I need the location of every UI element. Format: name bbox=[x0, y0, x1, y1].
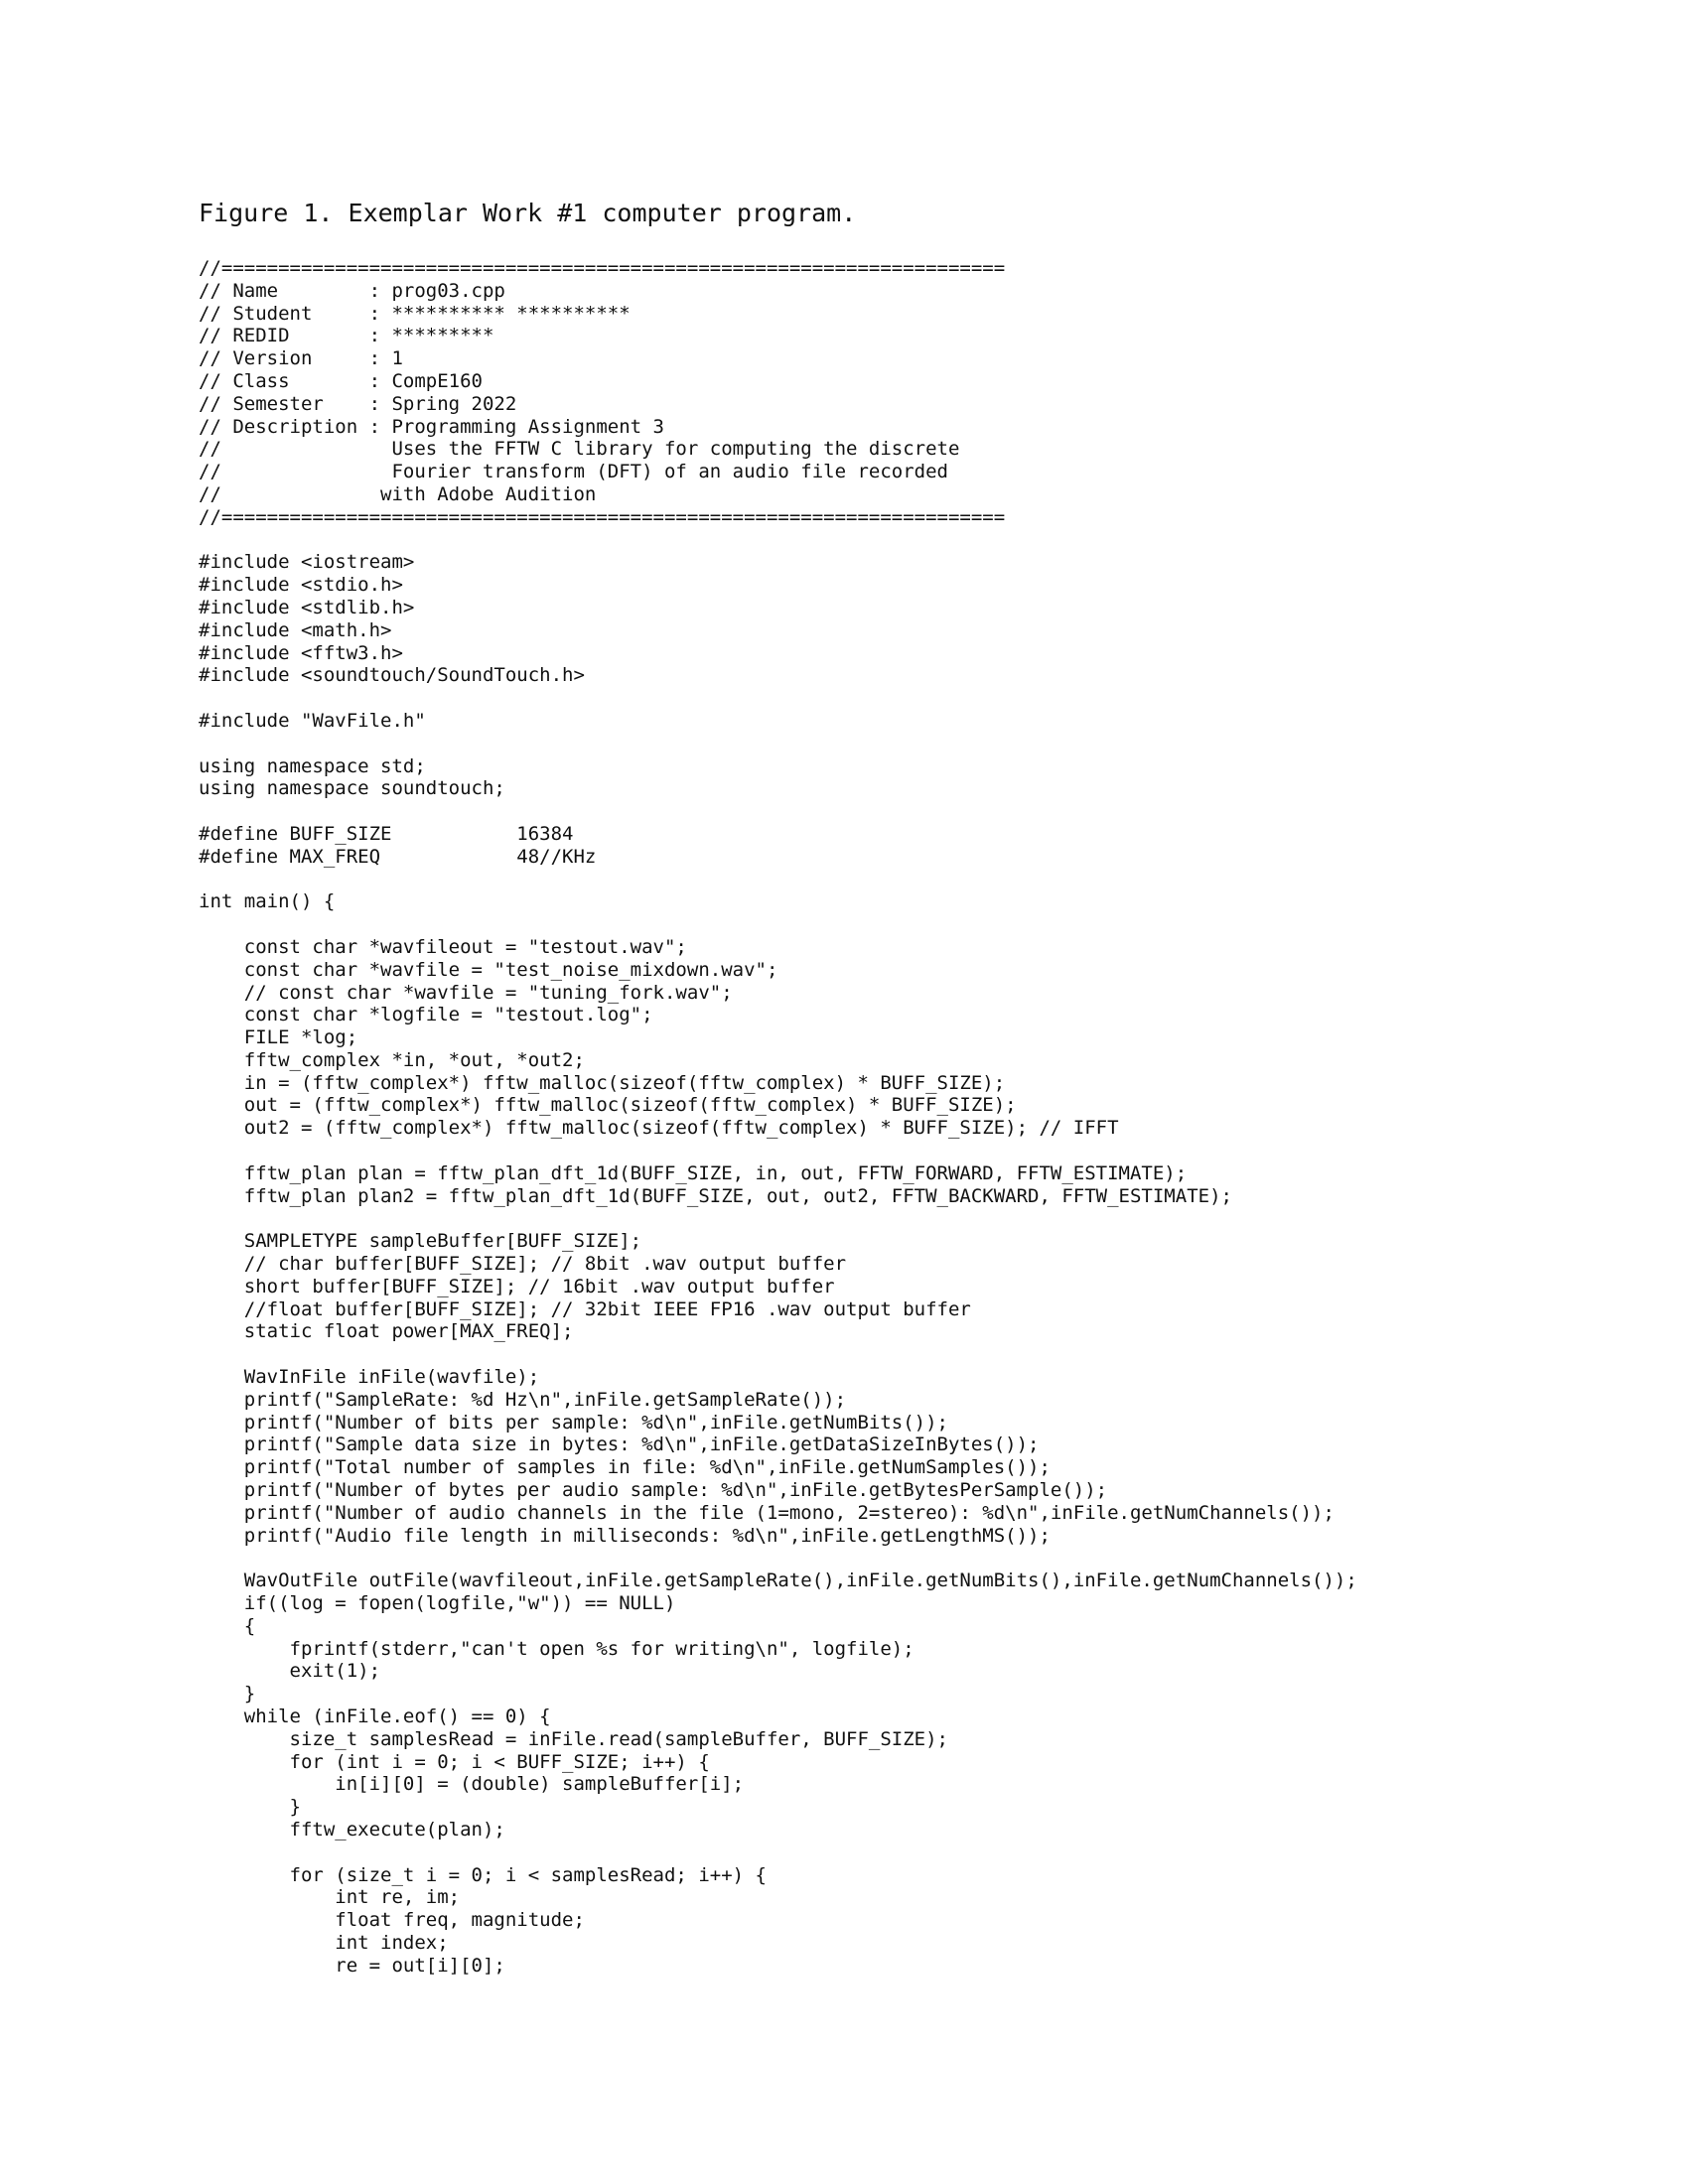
code-line bbox=[199, 529, 1648, 552]
code-line: WavOutFile outFile(wavfileout,inFile.getSampleRate(),inFile.getNumBits(),inFile.getNumChannels()); bbox=[199, 1570, 1357, 1592]
code-line: // Uses the FFTW C library for computing the discrete bbox=[199, 438, 960, 461]
code-line: // const char *wavfile = "tuning_fork.wav"; bbox=[199, 981, 733, 1004]
code-line: // REDID : ********* bbox=[199, 325, 494, 347]
code-line: FILE *log; bbox=[199, 1026, 358, 1049]
code-line bbox=[199, 1547, 1648, 1570]
code-line: SAMPLETYPE sampleBuffer[BUFF_SIZE]; bbox=[199, 1230, 642, 1253]
code-line bbox=[199, 1207, 1648, 1230]
code-line: int index; bbox=[199, 1931, 449, 1954]
code-line: printf("Number of audio channels in the file (1=mono, 2=stereo): %d\n",inFile.getNumChannels()); bbox=[199, 1501, 1335, 1524]
code-line bbox=[199, 733, 1648, 755]
figure-caption: Figure 1. Exemplar Work #1 computer program. bbox=[199, 199, 857, 227]
code-line: printf("Sample data size in bytes: %d\n",inFile.getDataSizeInBytes()); bbox=[199, 1433, 1040, 1456]
code-line: #include <fftw3.h> bbox=[199, 641, 403, 664]
code-line: #include <soundtouch/SoundTouch.h> bbox=[199, 664, 585, 687]
code-line: // Student : ********** ********** bbox=[199, 302, 631, 325]
code-line: const char *wavfileout = "testout.wav"; bbox=[199, 935, 687, 958]
code-line: const char *logfile = "testout.log"; bbox=[199, 1004, 653, 1026]
code-line: //float buffer[BUFF_SIZE]; // 32bit IEEE FP16 .wav output buffer bbox=[199, 1297, 971, 1320]
code-line: #include <math.h> bbox=[199, 618, 392, 641]
code-line: // Fourier transform (DFT) of an audio file recorded bbox=[199, 461, 948, 483]
code-line: for (int i = 0; i < BUFF_SIZE; i++) { bbox=[199, 1750, 710, 1773]
code-line bbox=[199, 800, 1648, 823]
code-line: out = (fftw_complex*) fftw_malloc(sizeof(fftw_complex) * BUFF_SIZE); bbox=[199, 1094, 1017, 1117]
code-line: } bbox=[199, 1796, 301, 1819]
code-line: fprintf(stderr,"can't open %s for writing\n", logfile); bbox=[199, 1637, 914, 1660]
code-line: #define BUFF_SIZE 16384 bbox=[199, 822, 574, 845]
code-line: printf("Number of bits per sample: %d\n",inFile.getNumBits()); bbox=[199, 1411, 948, 1433]
code-line: } bbox=[199, 1683, 256, 1706]
code-line: // with Adobe Audition bbox=[199, 482, 597, 505]
code-line: fftw_complex *in, *out, *out2; bbox=[199, 1048, 585, 1071]
code-line bbox=[199, 1842, 1648, 1864]
code-line: for (size_t i = 0; i < samplesRead; i++) { bbox=[199, 1863, 767, 1886]
code-line bbox=[199, 687, 1648, 710]
code-line: printf("Number of bytes per audio sample: %d\n",inFile.getBytesPerSample()); bbox=[199, 1479, 1108, 1502]
code-line bbox=[199, 1140, 1648, 1162]
code-line: float freq, magnitude; bbox=[199, 1909, 585, 1932]
code-line: //===================================================================== bbox=[199, 257, 1006, 279]
code-line: in[i][0] = (double) sampleBuffer[i]; bbox=[199, 1773, 745, 1796]
code-line: { bbox=[199, 1614, 256, 1637]
code-line: // char buffer[BUFF_SIZE]; // 8bit .wav output buffer bbox=[199, 1253, 847, 1276]
code-line: int main() { bbox=[199, 890, 336, 913]
code-line: #define MAX_FREQ 48//KHz bbox=[199, 845, 597, 868]
code-line: fftw_plan plan = fftw_plan_dft_1d(BUFF_SIZE, in, out, FFTW_FORWARD, FFTW_ESTIMATE); bbox=[199, 1161, 1188, 1184]
code-line: short buffer[BUFF_SIZE]; // 16bit .wav output buffer bbox=[199, 1275, 835, 1297]
code-line: #include <stdio.h> bbox=[199, 574, 403, 597]
code-line: // Class : CompE160 bbox=[199, 369, 483, 392]
code-line: exit(1); bbox=[199, 1660, 381, 1683]
code-line: const char *wavfile = "test_noise_mixdown.wav"; bbox=[199, 958, 778, 981]
code-line: printf("Audio file length in milliseconds: %d\n",inFile.getLengthMS()); bbox=[199, 1524, 1051, 1547]
code-line: #include "WavFile.h" bbox=[199, 709, 426, 732]
code-line: using namespace soundtouch; bbox=[199, 777, 505, 800]
code-line: // Semester : Spring 2022 bbox=[199, 392, 517, 415]
code-line bbox=[199, 913, 1648, 936]
code-line: while (inFile.eof() == 0) { bbox=[199, 1706, 551, 1727]
code-listing bbox=[199, 257, 1648, 1978]
code-line: #include <iostream> bbox=[199, 551, 415, 574]
code-line: //===================================================================== bbox=[199, 505, 1006, 528]
code-line: using namespace std; bbox=[199, 754, 426, 777]
code-line: in = (fftw_complex*) fftw_malloc(sizeof(fftw_complex) * BUFF_SIZE); bbox=[199, 1071, 1006, 1094]
code-line: // Description : Programming Assignment 3 bbox=[199, 415, 664, 438]
code-line: printf("Total number of samples in file: %d\n",inFile.getNumSamples()); bbox=[199, 1456, 1051, 1479]
code-line: static float power[MAX_FREQ]; bbox=[199, 1320, 574, 1343]
code-line bbox=[199, 869, 1648, 891]
code-line: // Name : prog03.cpp bbox=[199, 279, 505, 302]
code-line: if((log = fopen(logfile,"w")) == NULL) bbox=[199, 1592, 676, 1615]
code-line: printf("SampleRate: %d Hz\n",inFile.getSampleRate()); bbox=[199, 1388, 847, 1411]
code-line: size_t samplesRead = inFile.read(sampleBuffer, BUFF_SIZE); bbox=[199, 1727, 948, 1750]
code-line: #include <stdlib.h> bbox=[199, 596, 415, 618]
code-line: fftw_execute(plan); bbox=[199, 1818, 505, 1841]
code-line: out2 = (fftw_complex*) fftw_malloc(sizeof(fftw_complex) * BUFF_SIZE); // IFFT bbox=[199, 1117, 1119, 1140]
code-line: fftw_plan plan2 = fftw_plan_dft_1d(BUFF_SIZE, out, out2, FFTW_BACKWARD, FFTW_ESTIMATE); bbox=[199, 1184, 1232, 1207]
code-line: WavInFile inFile(wavfile); bbox=[199, 1366, 540, 1389]
code-line bbox=[199, 1343, 1648, 1366]
code-line: re = out[i][0]; bbox=[199, 1954, 505, 1977]
code-line: int re, im; bbox=[199, 1886, 461, 1909]
code-line: // Version : 1 bbox=[199, 347, 403, 370]
